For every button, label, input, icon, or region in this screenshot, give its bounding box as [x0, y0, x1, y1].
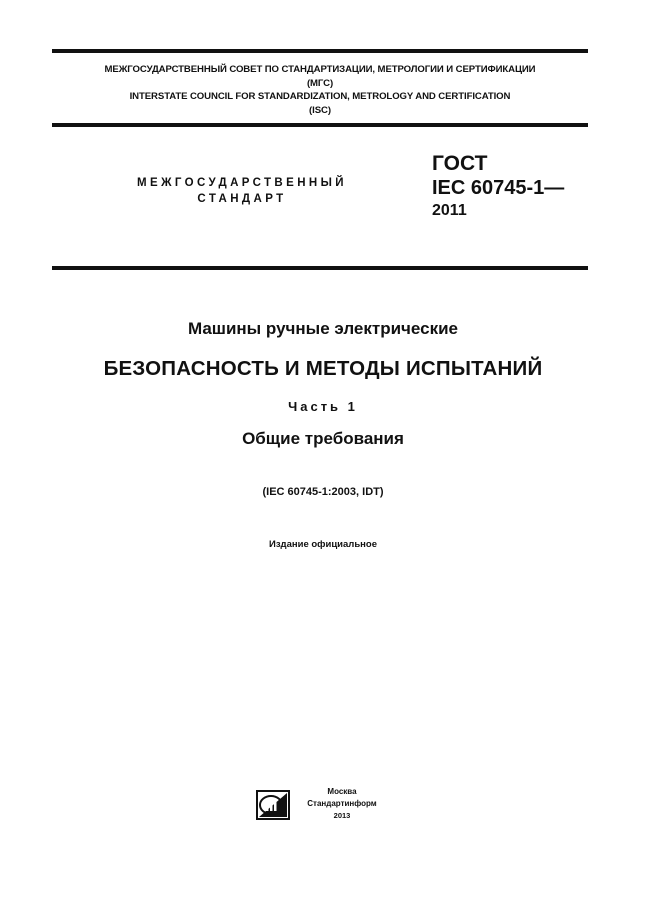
standard-kind-line1: МЕЖГОСУДАРСТВЕННЫЙ	[137, 177, 347, 189]
standard-kind	[96, 175, 388, 207]
publisher-text	[292, 786, 392, 821]
iec-reference: (IEC 60745-1:2003, IDT)	[262, 486, 384, 498]
gost-year: 2011	[432, 202, 467, 219]
edition-note: Издание официальное	[269, 539, 377, 550]
publisher-city: Москва	[327, 787, 357, 796]
standard-kind-line2: СТАНДАРТ	[197, 193, 287, 205]
publisher-name: Стандартинформ	[307, 799, 377, 808]
council-name-en: INTERSTATE COUNCIL FOR STANDARDIZATION, METROLOGY AND CERTIFICATION	[129, 91, 511, 102]
document-main-title: БЕЗОПАСНОСТЬ И МЕТОДЫ ИСПЫТАНИЙ	[103, 357, 543, 380]
gost-label: ГОСТ	[432, 152, 488, 175]
publisher-block	[256, 786, 396, 826]
gost-designation	[432, 152, 564, 222]
standartinform-logo-icon	[256, 790, 290, 820]
council-abbr-ru: (МГС)	[306, 77, 334, 89]
council-name-ru: МЕЖГОСУДАРСТВЕННЫЙ СОВЕТ ПО СТАНДАРТИЗАЦИИ, МЕТРОЛОГИИ И СЕРТИФИКАЦИИ	[104, 64, 536, 75]
document-subject: Машины ручные электрические	[187, 319, 459, 338]
document-part: Часть 1	[288, 399, 358, 414]
council-header	[52, 63, 588, 117]
publisher-year: 2013	[333, 811, 351, 820]
middle-rule	[52, 123, 588, 127]
council-abbr-en: (ISC)	[309, 104, 331, 116]
document-part-title: Общие требования	[242, 429, 404, 448]
top-rule	[52, 49, 588, 53]
lower-rule	[52, 266, 588, 270]
gost-number: IEC 60745-1—	[432, 177, 565, 199]
